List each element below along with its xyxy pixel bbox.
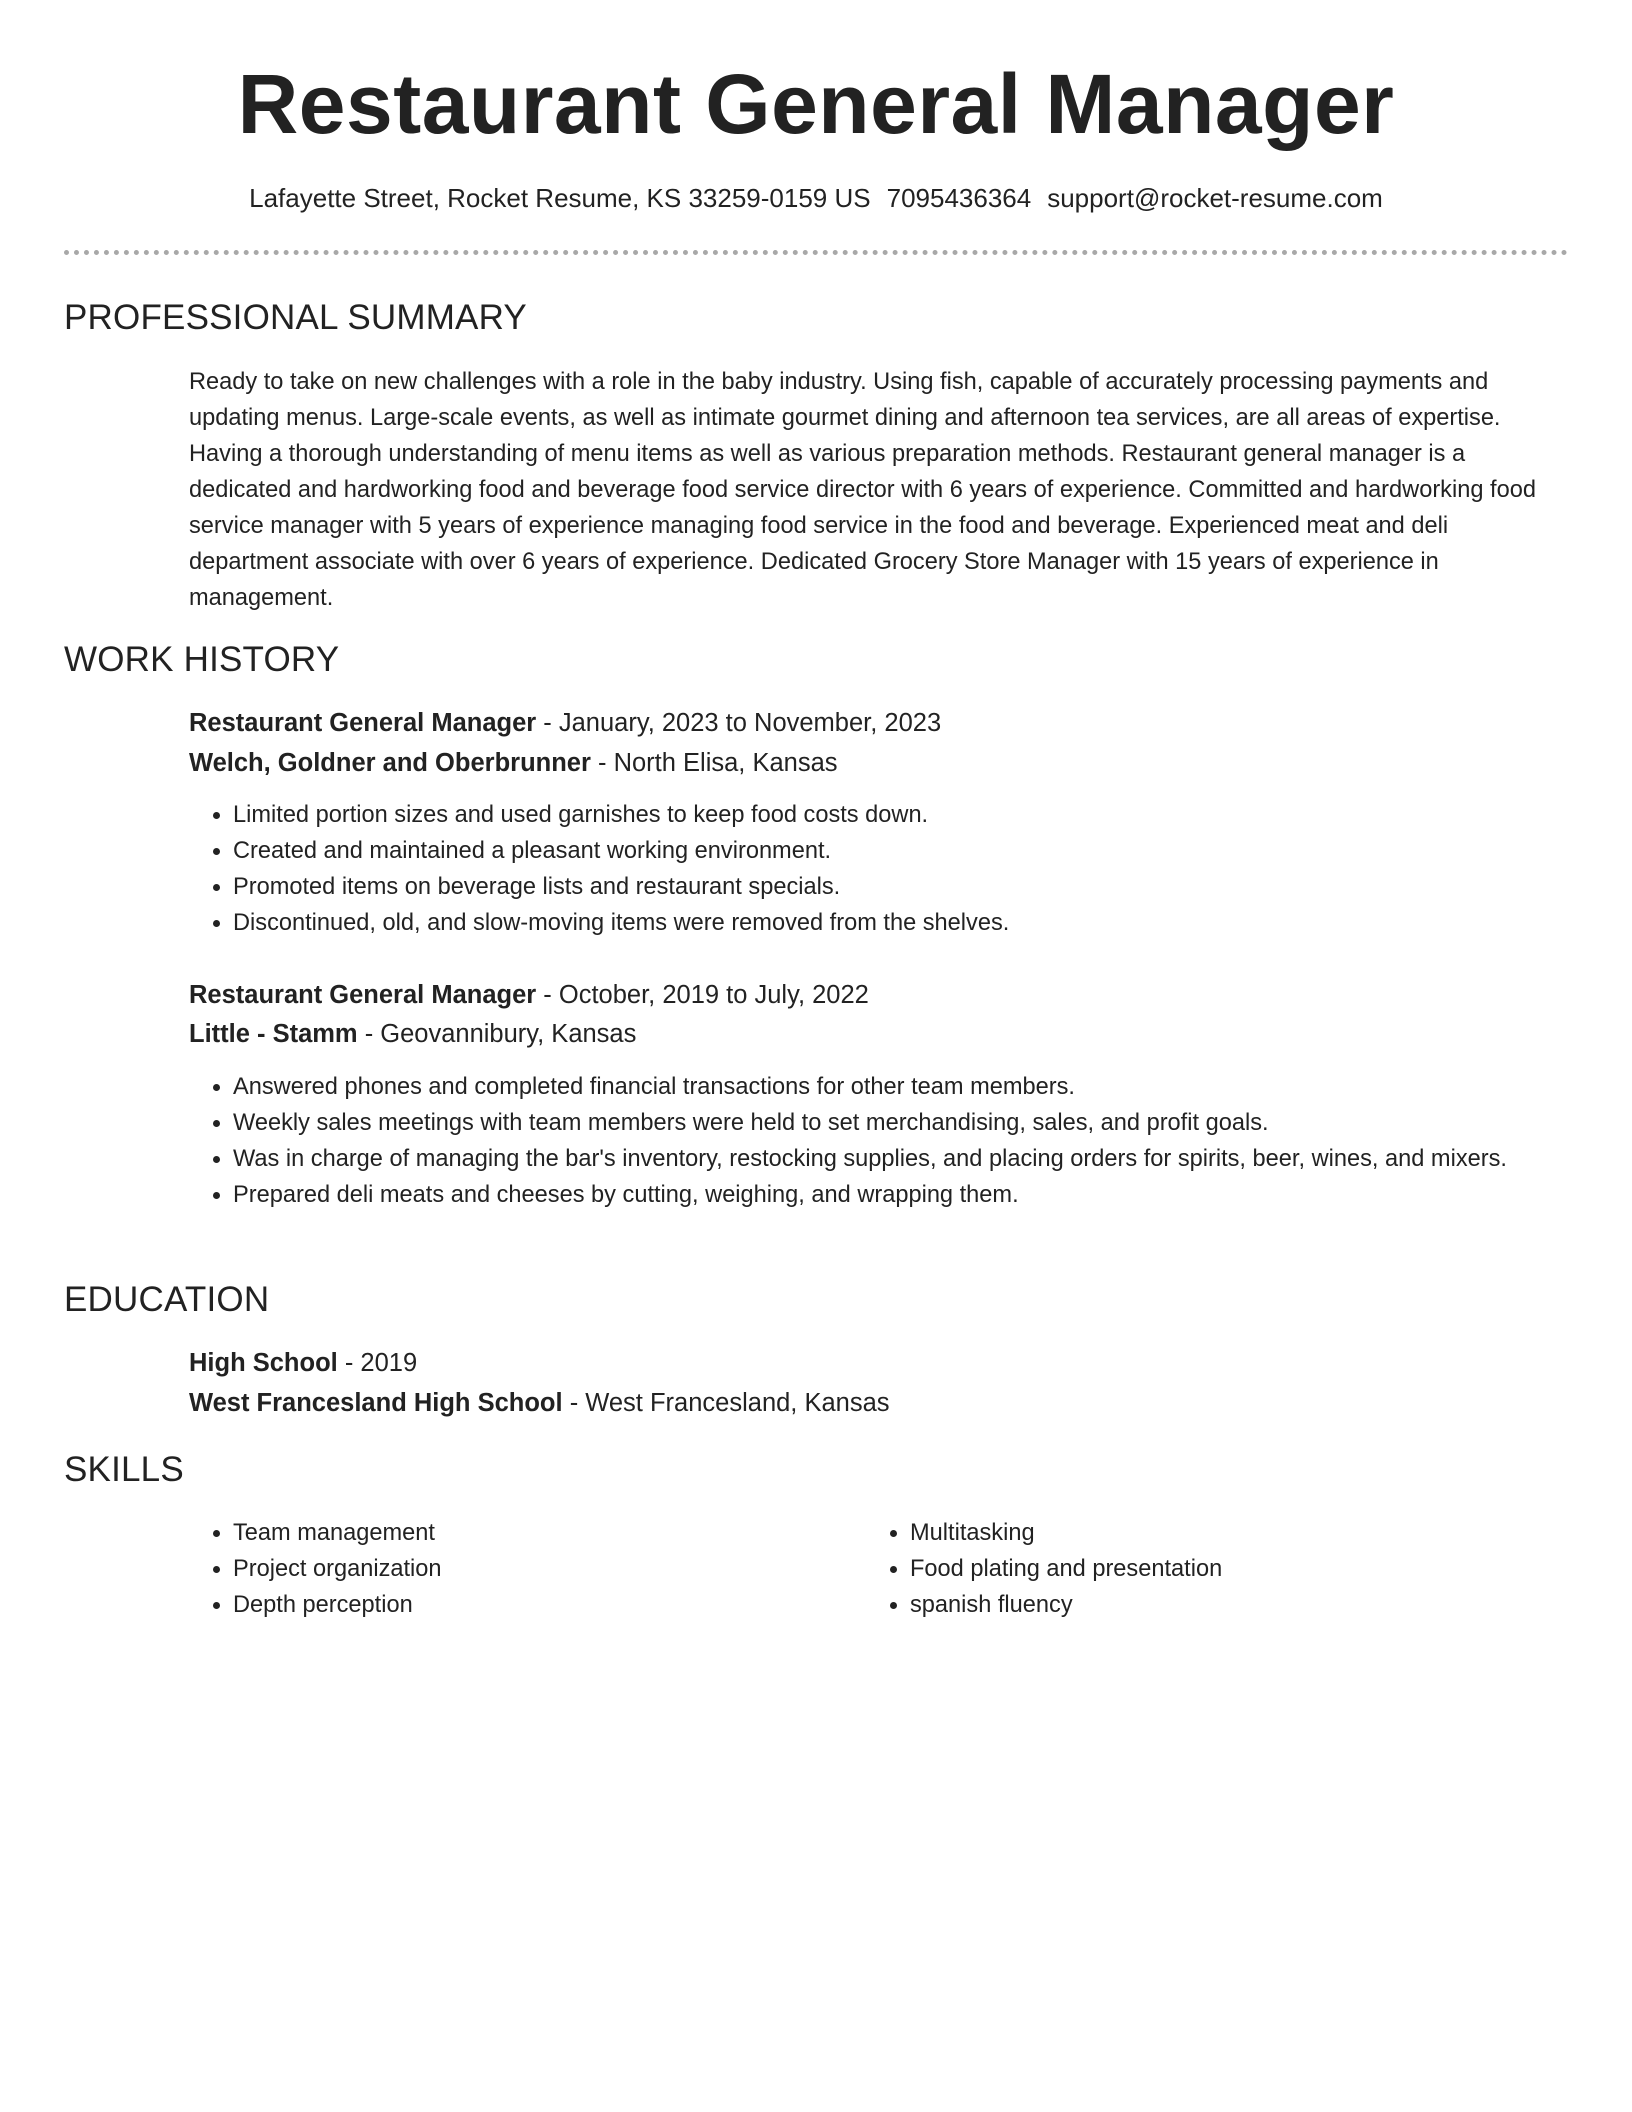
education-degree: High School	[189, 1349, 338, 1377]
education-school-line	[189, 1385, 890, 1421]
education-year: - 2019	[337, 1349, 418, 1377]
list-item: • Was in charge of managing the bar's inventory, restocking supplies, and placing orders for spirits, beer, wines, and mixers.	[233, 1141, 1573, 1177]
job-2-location: - Geovannibury, Kansas	[357, 1020, 637, 1048]
skills-heading: SKILLS	[64, 1450, 184, 1489]
contact-email: support@rocket-resume.com	[1047, 183, 1383, 213]
list-item: • Weekly sales meetings with team members were held to set merchandising, sales, and profit goals.	[233, 1105, 1573, 1141]
skills-list-right	[866, 1515, 1510, 1623]
job-2-title-line	[189, 977, 869, 1013]
skills-list-left	[189, 1515, 833, 1623]
list-item: • Food plating and presentation	[910, 1551, 1510, 1587]
job-1-company-line	[189, 745, 838, 781]
job-2-role: Restaurant General Manager	[189, 981, 537, 1009]
job-2-company-line	[189, 1016, 636, 1052]
summary-text: Ready to take on new challenges with a role in the baby industry. Using fish, capable of accurately processing payments and updating menus. Large-scale events, as well as intimate gourmet dining and afternoon tea services, are all areas of expertise. Having a thorough understanding of menu items as well as various preparation methods. Restaurant general manager is a dedicated and hardworking food and beverage food service director with 6 years of experience. Committed and hardworking food service manager with 5 years of experience managing food service in the food and beverage. Experienced meat and deli department associate with over 6 years of experience. Dedicated Grocery Store Manager with 15 years of experience in management.	[189, 369, 1536, 611]
education-location: - West Francesland, Kansas	[562, 1389, 890, 1417]
job-1-dates: - January, 2023 to November, 2023	[536, 709, 942, 737]
list-item: • Multitasking	[910, 1515, 1510, 1551]
contact-line	[0, 180, 1632, 216]
education-school: West Francesland High School	[189, 1389, 563, 1417]
job-2-dates: - October, 2019 to July, 2022	[536, 981, 869, 1009]
job-1-company: Welch, Goldner and Oberbrunner	[189, 749, 591, 777]
list-item: • Created and maintained a pleasant working environment.	[233, 833, 1573, 869]
list-item: • Answered phones and completed financial transactions for other team members.	[233, 1069, 1573, 1105]
job-2-bullets	[189, 1069, 1573, 1213]
work-history-heading: WORK HISTORY	[64, 640, 340, 679]
list-item: • Team management	[233, 1515, 833, 1551]
list-item: • Project organization	[233, 1551, 833, 1587]
list-item: • Depth perception	[233, 1587, 833, 1623]
education-degree-line	[189, 1345, 417, 1381]
list-item: • Prepared deli meats and cheeses by cutting, weighing, and wrapping them.	[233, 1177, 1573, 1213]
job-2-company: Little - Stamm	[189, 1020, 358, 1048]
resume-name: Restaurant General Manager	[237, 57, 1395, 151]
header-divider	[64, 250, 1568, 255]
list-item: • spanish fluency	[910, 1587, 1510, 1623]
contact-address: Lafayette Street, Rocket Resume, KS 33259-0159 US	[249, 183, 871, 213]
list-item: • Limited portion sizes and used garnishes to keep food costs down.	[233, 797, 1573, 833]
education-heading: EDUCATION	[64, 1280, 270, 1319]
list-item: • Discontinued, old, and slow-moving items were removed from the shelves.	[233, 905, 1573, 941]
summary-heading: PROFESSIONAL SUMMARY	[64, 298, 527, 337]
list-item: • Promoted items on beverage lists and restaurant specials.	[233, 869, 1573, 905]
contact-phone: 7095436364	[886, 183, 1032, 213]
job-1-bullets	[189, 797, 1573, 941]
job-1-location: - North Elisa, Kansas	[590, 749, 838, 777]
job-1-role: Restaurant General Manager	[189, 709, 537, 737]
job-1-title-line	[189, 705, 941, 741]
